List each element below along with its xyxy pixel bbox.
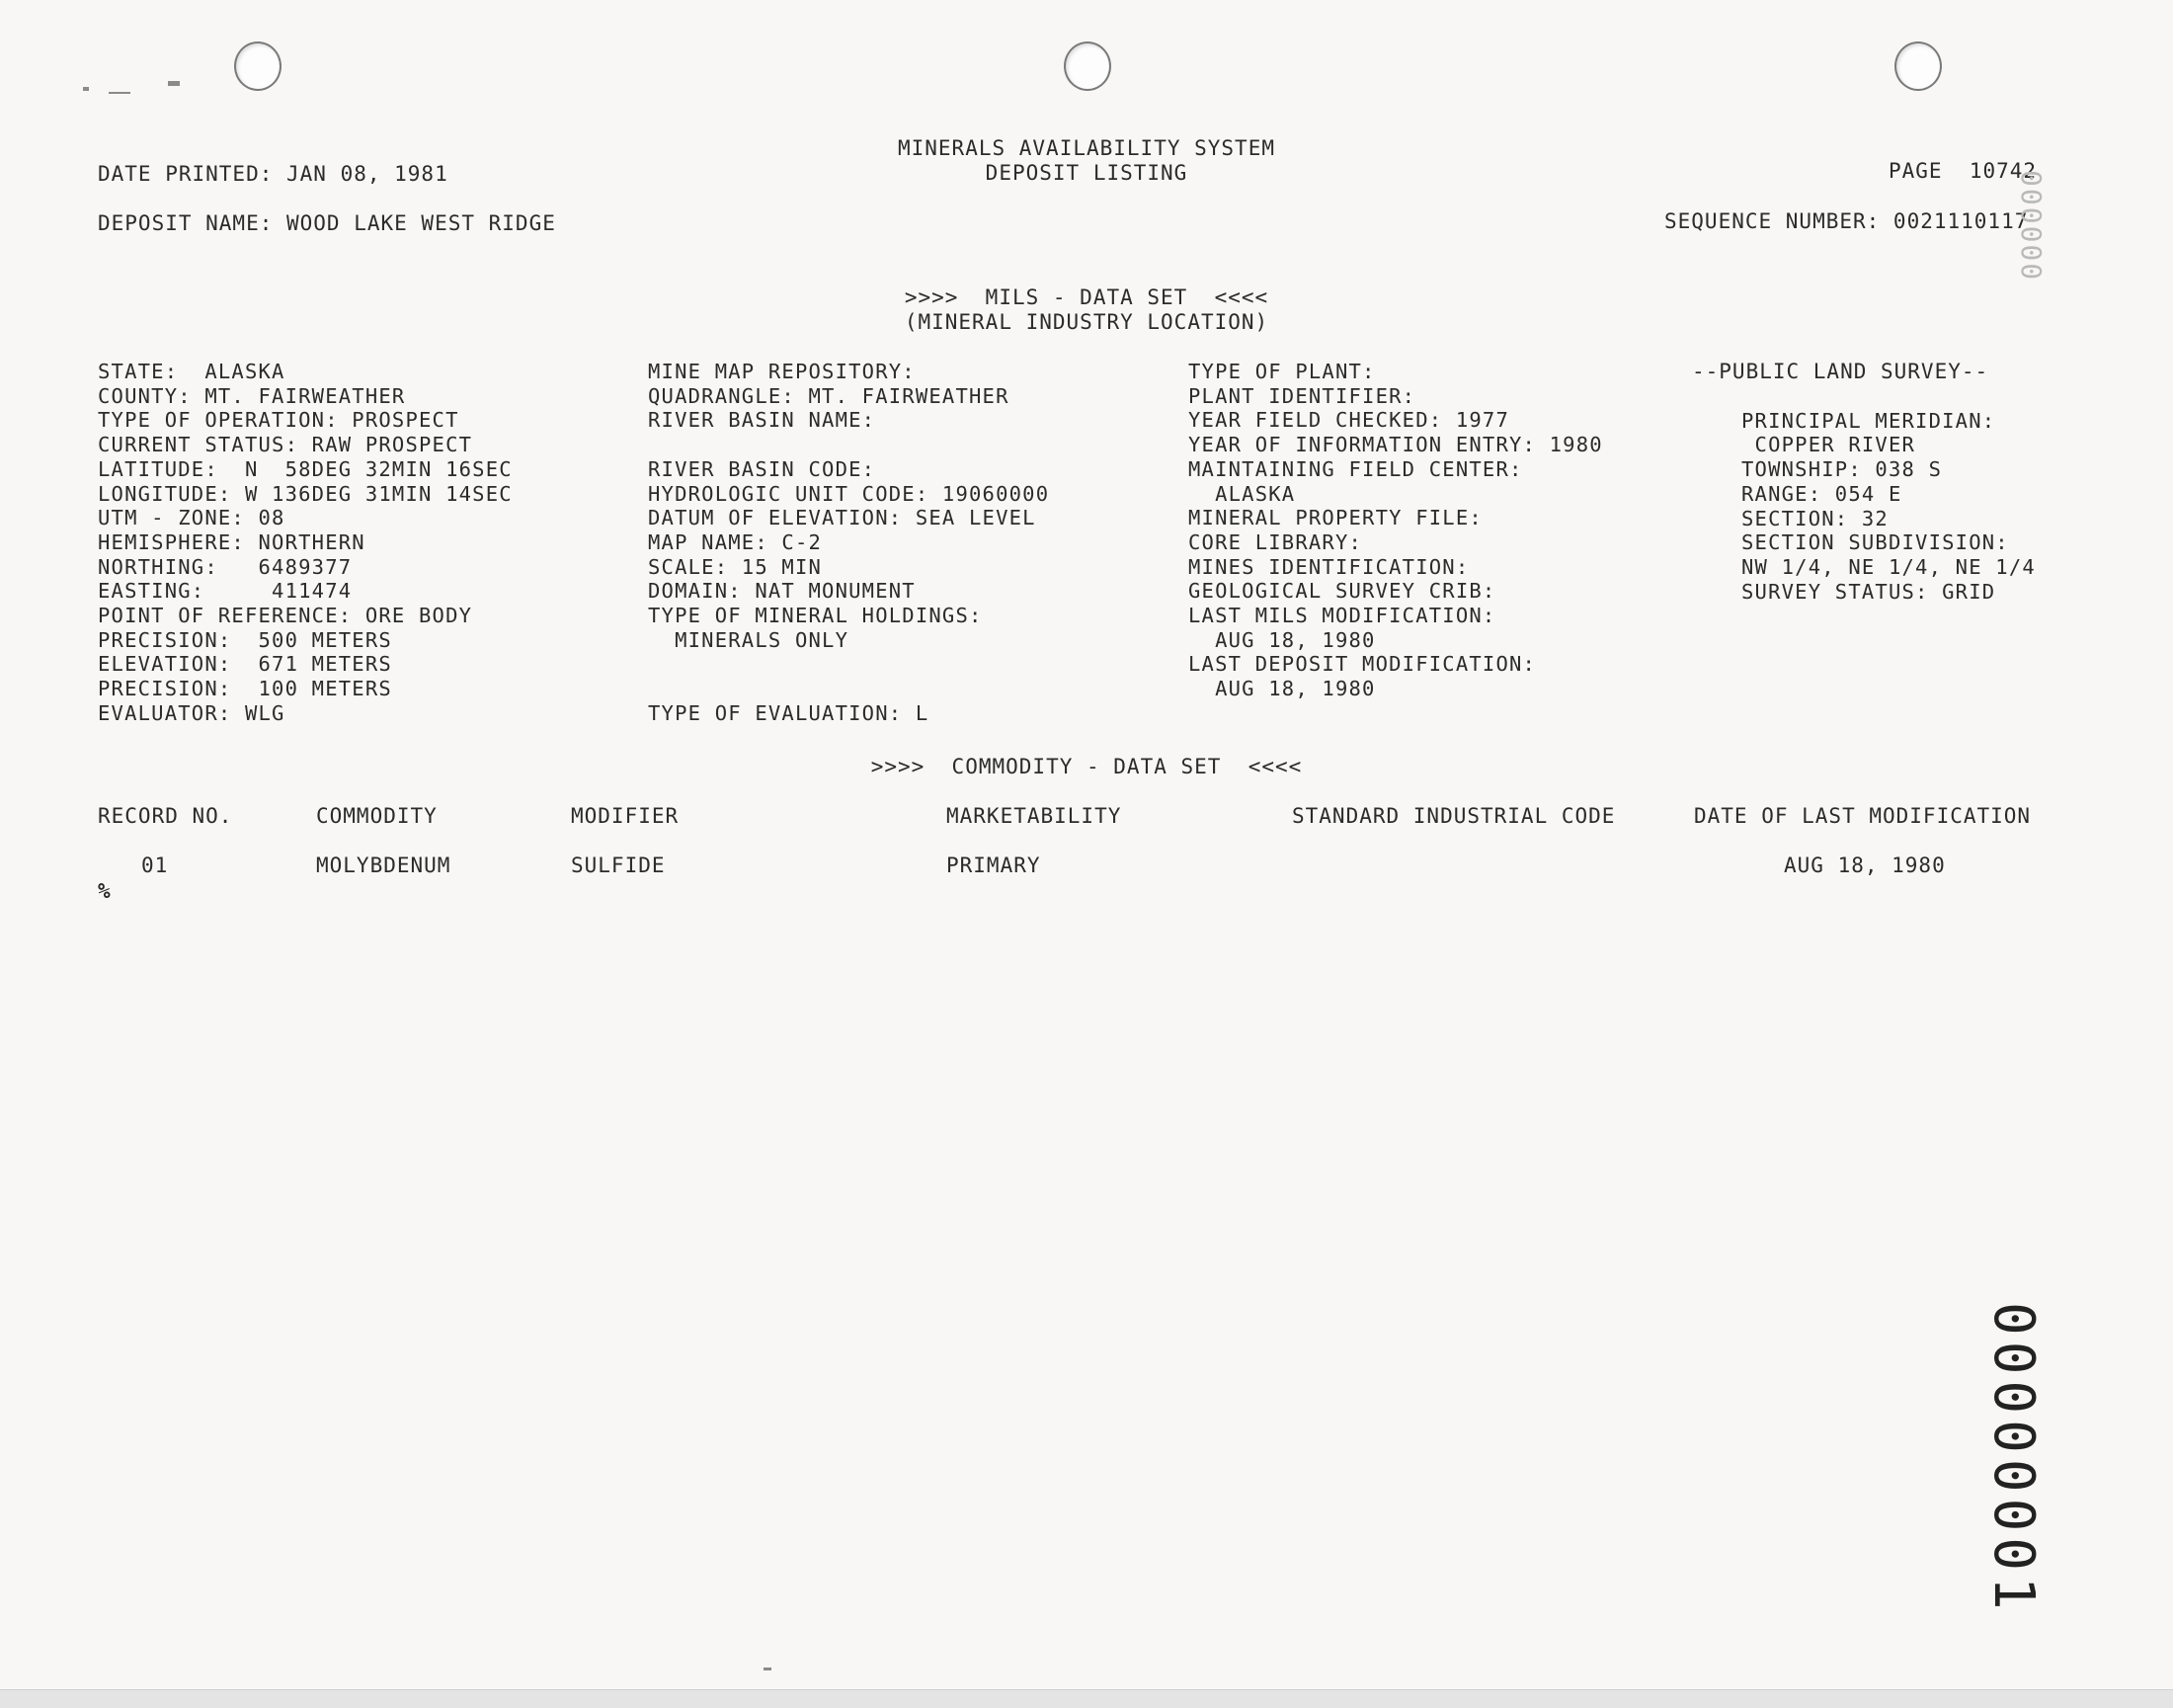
deposit-name: DEPOSIT NAME: WOOD LAKE WEST RIDGE <box>98 211 556 235</box>
cell-modifier: SULFIDE <box>571 854 666 877</box>
date-printed: DATE PRINTED: JAN 08, 1981 <box>98 162 448 186</box>
blank-line <box>1741 384 2036 409</box>
punch-hole-left <box>234 41 282 91</box>
blank-line <box>648 433 1049 457</box>
field-mine-map-repository: MINE MAP REPOSITORY: <box>648 360 916 383</box>
cell-commodity: MOLYBDENUM <box>316 854 451 877</box>
field-latitude: LATITUDE: N 58DEG 32MIN 16SEC <box>98 456 513 481</box>
mils-heading: >>>> MILS - DATA SET <<<< <box>904 285 1269 309</box>
field-plant-identifier: PLANT IDENTIFIER: <box>1188 383 1416 408</box>
field-principal-meridian-value: COPPER RIVER <box>1741 433 1916 457</box>
field-maintaining-field-center-value: ALASKA <box>1188 481 1296 506</box>
column-header-marketability: MARKETABILITY <box>946 804 1122 828</box>
scan-speck <box>168 81 180 86</box>
field-year-field-checked: YEAR FIELD CHECKED: 1977 <box>1188 408 1510 433</box>
field-northing: NORTHING: 6489377 <box>98 554 353 579</box>
end-of-record-mark: % <box>98 879 112 903</box>
field-utm-zone: UTM - ZONE: 08 <box>98 506 285 530</box>
field-hemisphere: HEMISPHERE: NORTHERN <box>98 529 365 554</box>
field-section-subdivision: SECTION SUBDIVISION: <box>1741 530 2009 555</box>
column-header-commodity: COMMODITY <box>316 804 438 828</box>
field-scale: SCALE: 15 MIN <box>648 554 823 579</box>
field-state: STATE: ALASKA <box>98 360 285 383</box>
sequence-number: SEQUENCE NUMBER: 0021110117 <box>1664 209 2029 233</box>
field-range: RANGE: 054 E <box>1741 481 1902 506</box>
scanner-edge <box>0 1689 2173 1708</box>
cell-marketability: PRIMARY <box>946 854 1041 877</box>
field-river-basin-name: RIVER BASIN NAME: <box>648 408 876 433</box>
column-header-modifier: MODIFIER <box>571 804 680 828</box>
field-elevation-precision: PRECISION: 100 METERS <box>98 677 392 701</box>
punch-hole-right <box>1894 41 1942 91</box>
field-section-subdivision-value: NW 1/4, NE 1/4, NE 1/4 <box>1741 554 2036 579</box>
field-mineral-holdings-value: MINERALS ONLY <box>648 627 849 652</box>
field-quadrangle: QUADRANGLE: MT. FAIRWEATHER <box>648 383 1009 408</box>
frame-number-stamp: 00000001 <box>1981 1302 2046 1616</box>
blank-line <box>648 677 1049 701</box>
scan-speck <box>83 87 89 91</box>
public-land-survey-column <box>1741 384 2036 604</box>
field-mineral-holdings: TYPE OF MINERAL HOLDINGS: <box>648 604 983 628</box>
field-last-deposit-modification-date: AUG 18, 1980 <box>1188 677 1376 701</box>
public-land-survey-heading: --PUBLIC LAND SURVEY-- <box>1692 360 1989 383</box>
field-type-of-plant: TYPE OF PLANT: <box>1188 360 1376 383</box>
field-precision: PRECISION: 500 METERS <box>98 627 392 652</box>
field-year-of-information-entry: YEAR OF INFORMATION ENTRY: 1980 <box>1188 433 1603 457</box>
scan-speck <box>109 92 130 94</box>
field-section: SECTION: 32 <box>1741 506 1889 530</box>
field-elevation: ELEVATION: 671 METERS <box>98 652 392 677</box>
blank-line <box>648 652 1049 677</box>
field-point-of-reference: POINT OF REFERENCE: ORE BODY <box>98 604 473 628</box>
mils-subheading: (MINERAL INDUSTRY LOCATION) <box>904 310 1269 334</box>
field-last-mils-modification-date: AUG 18, 1980 <box>1188 627 1376 652</box>
commodity-heading: >>>> COMMODITY - DATA SET <<<< <box>870 755 1303 778</box>
field-principal-meridian: PRINCIPAL MERIDIAN: <box>1741 408 1996 433</box>
field-core-library: CORE LIBRARY: <box>1188 529 1363 554</box>
field-county: COUNTY: MT. FAIRWEATHER <box>98 383 406 408</box>
field-datum-of-elevation: DATUM OF ELEVATION: SEA LEVEL <box>648 506 1036 530</box>
field-last-mils-modification: LAST MILS MODIFICATION: <box>1188 604 1496 628</box>
cell-date: AUG 18, 1980 <box>1784 854 1946 877</box>
page-number: PAGE 10742 <box>1889 159 2038 183</box>
field-hydrologic-unit-code: HYDROLOGIC UNIT CODE: 19060000 <box>648 481 1050 506</box>
field-map-name: MAP NAME: C-2 <box>648 529 823 554</box>
field-last-deposit-modification: LAST DEPOSIT MODIFICATION: <box>1188 652 1537 677</box>
scan-speck <box>764 1667 771 1670</box>
field-mines-identification: MINES IDENTIFICATION: <box>1188 554 1470 579</box>
mils-location-column <box>98 360 513 726</box>
column-header-sic: STANDARD INDUSTRIAL CODE <box>1292 804 1616 828</box>
field-geological-survey-crib: GEOLOGICAL SURVEY CRIB: <box>1188 579 1496 604</box>
field-type-of-evaluation: TYPE OF EVALUATION: L <box>648 700 929 725</box>
field-longitude: LONGITUDE: W 136DEG 31MIN 14SEC <box>98 481 513 506</box>
cell-record-no: 01 <box>141 854 169 877</box>
field-operation-type: TYPE OF OPERATION: PROSPECT <box>98 408 459 433</box>
field-township: TOWNSHIP: 038 S <box>1741 457 1943 482</box>
field-survey-status: SURVEY STATUS: GRID <box>1741 579 1996 604</box>
punch-hole-center <box>1064 41 1111 91</box>
mils-map-column <box>648 360 1049 726</box>
mils-plant-column <box>1188 360 1603 701</box>
field-mineral-property-file: MINERAL PROPERTY FILE: <box>1188 506 1483 530</box>
column-header-date: DATE OF LAST MODIFICATION <box>1694 804 2032 828</box>
system-title: MINERALS AVAILABILITY SYSTEM <box>897 136 1275 160</box>
field-easting: EASTING: 411474 <box>98 579 353 604</box>
faded-frame-number: 000000 <box>2015 170 2048 283</box>
listing-title: DEPOSIT LISTING <box>985 161 1188 185</box>
field-domain: DOMAIN: NAT MONUMENT <box>648 579 916 604</box>
field-evaluator: EVALUATOR: WLG <box>98 700 285 725</box>
field-maintaining-field-center: MAINTAINING FIELD CENTER: <box>1188 456 1523 481</box>
field-current-status: CURRENT STATUS: RAW PROSPECT <box>98 433 473 457</box>
column-header-record-no: RECORD NO. <box>98 804 233 828</box>
field-river-basin-code: RIVER BASIN CODE: <box>648 456 876 481</box>
